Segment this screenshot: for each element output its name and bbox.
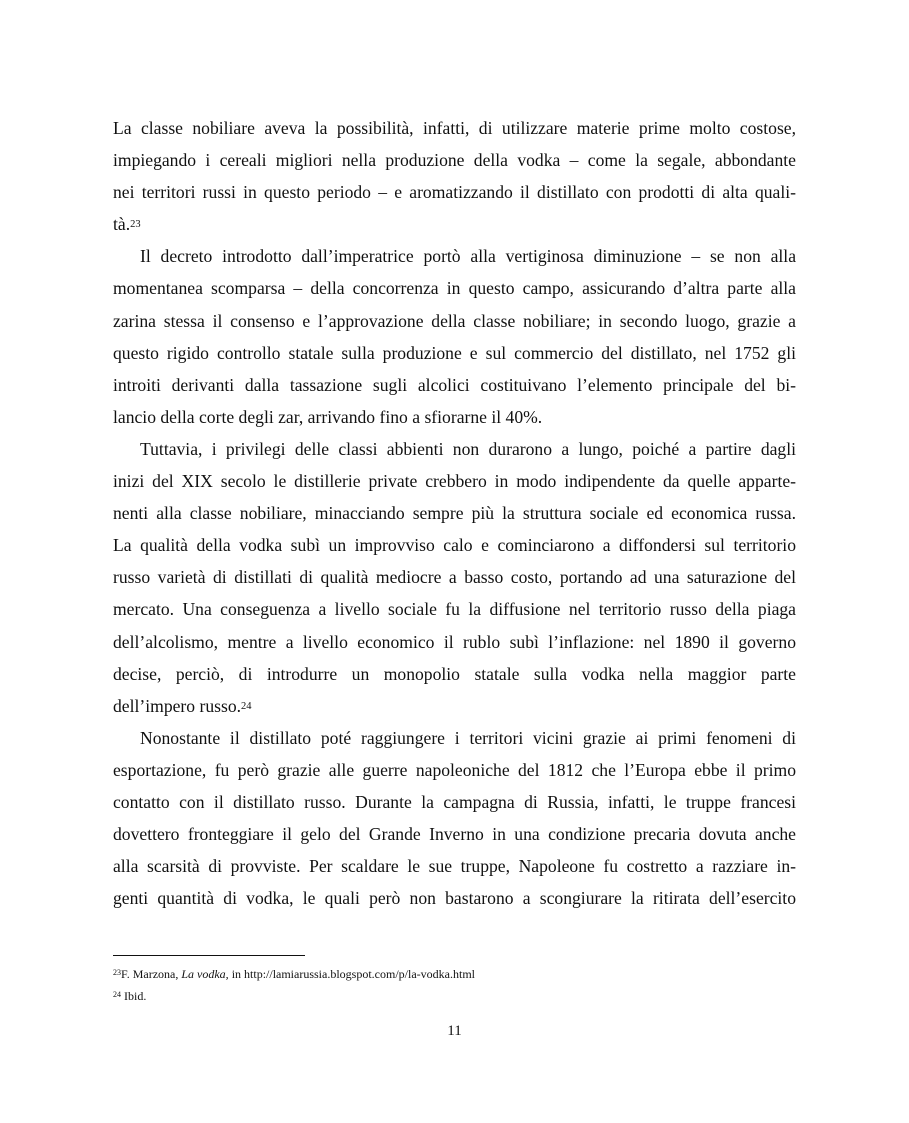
text-line: russo varietà di distillati di qualità mediocre a basso costo, portando ad una saturazione del bbox=[113, 567, 796, 588]
footnotes bbox=[113, 963, 796, 1007]
text-line: nei territori russi in questo periodo – e aromatizzando il distillato con prodotti di alta quali- bbox=[113, 182, 796, 203]
text-line: esportazione, fu però grazie alle guerre napoleoniche del 1812 che l’Europa ebbe il primo bbox=[113, 759, 796, 780]
text-line: decise, perciò, di introdurre un monopolio statale sulla vodka nella maggior parte bbox=[113, 663, 796, 684]
footnote-separator bbox=[113, 955, 305, 956]
footnote-text: Ibid. bbox=[121, 989, 147, 1003]
text-line: introiti derivanti dalla tassazione sugli alcolici costituivano l’elemento principale del bi- bbox=[113, 374, 796, 395]
text-line: mercato. Una conseguenza a livello sociale fu la diffusione nel territorio russo della piaga bbox=[113, 599, 796, 620]
text-line: genti quantità di vodka, le quali però non bastarono a scongiurare la ritirata dell’esercito bbox=[113, 888, 796, 909]
text-line: contatto con il distillato russo. Durante la campagna di Russia, infatti, le truppe francesi bbox=[113, 791, 796, 812]
text-line: dovettero fronteggiare il gelo del Grande Inverno in una condizione precaria dovuta anche bbox=[113, 824, 796, 845]
footnote-author: F. Marzona, bbox=[121, 967, 182, 981]
text-line: nenti alla classe nobiliare, minacciando sempre più la struttura sociale ed economica russa. bbox=[113, 503, 796, 524]
text-line: inizi del XIX secolo le distillerie private crebbero in modo indipendente da quelle apparte- bbox=[113, 471, 796, 492]
footnote-item bbox=[113, 963, 796, 985]
footnote-number: 24 bbox=[113, 990, 121, 999]
text-fragment: dell’impero russo. bbox=[113, 695, 242, 716]
footnote-title: La vodka, bbox=[181, 967, 229, 981]
footnote-ref: 23 bbox=[130, 219, 141, 231]
text-line: dell’alcolismo, mentre a livello economico il rublo subì l’inflazione: nel 1890 il governo bbox=[113, 631, 796, 652]
text-fragment: tà. bbox=[113, 214, 131, 235]
text-line: Tuttavia, i privilegi delle classi abbienti non durarono a lungo, poiché a partire dagli bbox=[140, 438, 796, 459]
text-line: Il decreto introdotto dall’imperatrice portò alla vertiginosa diminuzione – se non alla bbox=[140, 246, 796, 267]
text-line: momentanea scomparsa – della concorrenza in questo campo, assicurando d’altra parte alla bbox=[113, 278, 796, 299]
text-line: zarina stessa il consenso e l’approvazione della classe nobiliare; in secondo luogo, grazie a bbox=[113, 310, 796, 331]
footnote-link[interactable]: in http://lamiarussia.blogspot.com/p/la-vodka.html bbox=[228, 967, 475, 981]
text-line bbox=[113, 208, 796, 240]
body-text bbox=[113, 112, 796, 914]
footnote-ref: 24 bbox=[241, 700, 252, 712]
text-line: Nonostante il distillato poté raggiungere i territori vicini grazie ai primi fenomeni di bbox=[140, 727, 796, 748]
text-line: alla scarsità di provviste. Per scaldare le sue truppe, Napoleone fu costretto a razziare in- bbox=[113, 856, 796, 877]
text-line: questo rigido controllo statale sulla produzione e sul commercio del distillato, nel 1752 gli bbox=[113, 342, 796, 363]
text-line: La qualità della vodka subì un improvviso calo e cominciarono a diffondersi sul territorio bbox=[113, 535, 796, 556]
text-line bbox=[113, 690, 796, 722]
footnote-number: 23 bbox=[113, 968, 121, 977]
text-line: La classe nobiliare aveva la possibilità, infatti, di utilizzare materie prime molto costose, bbox=[113, 118, 796, 138]
page-number: 11 bbox=[447, 1023, 462, 1039]
footnote-item bbox=[113, 985, 796, 1007]
text-line: impiegando i cereali migliori nella produzione della vodka – come la segale, abbondante bbox=[113, 150, 796, 171]
text-line: lancio della corte degli zar, arrivando fino a sfiorarne il 40%. bbox=[113, 406, 543, 427]
